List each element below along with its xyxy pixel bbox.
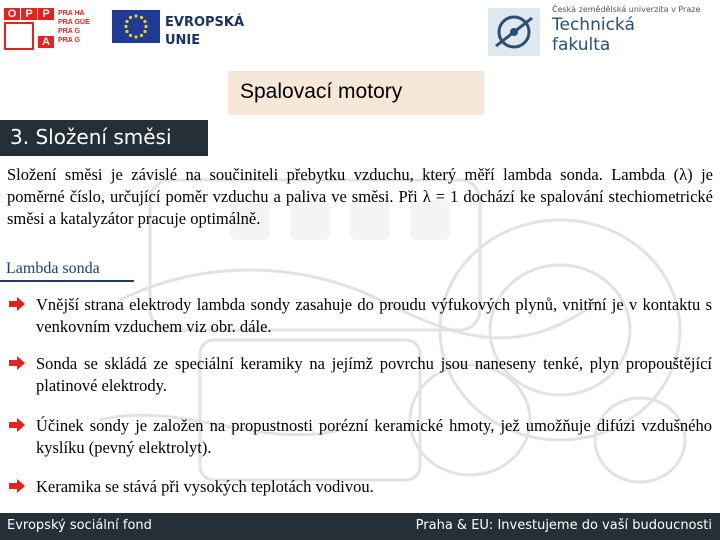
arrow-bullet-icon: [8, 296, 26, 312]
bullet-text: Sonda se skládá ze speciální keramiky na jejímž povrchu jsou naneseny tenké, plyn propouštějící platinové elektrody.: [36, 354, 712, 395]
praha-line: PRA HA: [58, 10, 85, 17]
oppa-letter: P: [21, 8, 37, 20]
praha-line: PRA GUE: [58, 19, 90, 26]
praha-wordmark: [58, 9, 90, 45]
oppa-logo: [4, 8, 54, 50]
praha-line: PRA G: [58, 37, 80, 44]
subheading: Lambda sonda: [6, 260, 100, 277]
bullet-text: Vnější strana elektrody lambda sondy zasahuje do proudu výfukových plynů, vnitřní je v kontaktu s venkovním vzduchem viz obr. dále.: [36, 295, 712, 336]
bullet-item: [8, 353, 712, 397]
bullet-text: Keramika se stává při vysokých teplotách vodivou.: [36, 477, 374, 496]
intro-paragraph: Složení směsi je závislé na součiniteli přebytku vzduchu, který měří lambda sonda. Lambda (λ) je poměrné číslo, určující poměr vzduchu a paliva ve směsi. Při λ = 1 dochází ke spalování stechiometrické směsi a katalyzátor pracuje optimálně.: [7, 165, 713, 228]
tf-faculty-logo-icon: [486, 6, 542, 58]
footer-left-text: Evropský sociální fond: [7, 518, 152, 533]
arrow-bullet-icon: [8, 417, 26, 433]
eu-wordmark-line: UNIE: [165, 33, 201, 48]
footer-bar: [0, 513, 720, 540]
bullet-item: [8, 476, 712, 498]
bullet-item: [8, 415, 712, 459]
bullet-text: Účinek sondy je založen na propustnosti porézní keramické hmoty, jež umožňuje difúzi vzdušného kyslíku (pevný elektrolyt).: [36, 416, 712, 457]
page-title: Spalovací motory: [240, 80, 403, 103]
header-logos: [0, 0, 720, 70]
section-title: 3. Složení směsi: [10, 125, 172, 149]
faculty-name-line: fakulta: [552, 35, 611, 55]
oppa-letter: O: [4, 8, 20, 20]
faculty-name: [552, 15, 635, 55]
praha-line: PRA G: [58, 28, 80, 35]
bullet-item: [8, 294, 712, 338]
eu-flag-icon: [112, 10, 160, 43]
oppa-letter: P: [38, 8, 54, 20]
eu-wordmark-line: EVROPSKÁ: [165, 15, 245, 30]
footer-right-text: Praha & EU: Investujeme do vaší budoucnosti: [415, 518, 712, 533]
arrow-bullet-icon: [8, 355, 26, 371]
eu-wordmark: [165, 14, 244, 50]
faculty-name-line: Technická: [552, 15, 635, 35]
arrow-bullet-icon: [8, 478, 26, 494]
oppa-letter: A: [38, 36, 54, 48]
subheading-underline: [0, 280, 134, 282]
university-name: Česká zemědělská univerzita v Praze: [552, 5, 701, 14]
